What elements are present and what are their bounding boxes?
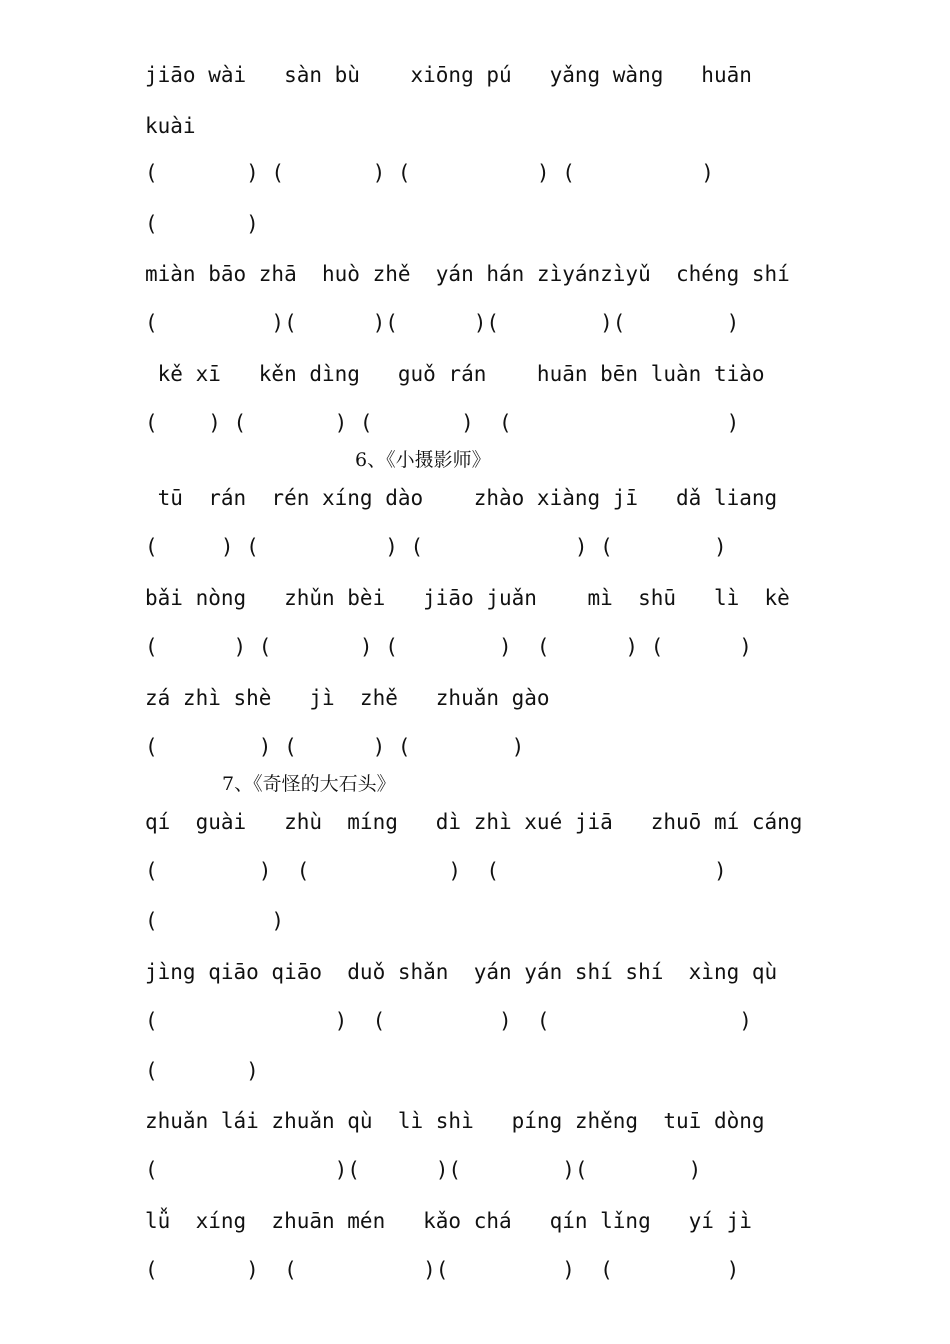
answer-blanks: ( ) ( ) ( ) [145, 859, 727, 883]
answer-blanks: ( ) ( ) ( ) ( ) [145, 161, 714, 185]
answer-blanks: ( ) ( ) ( ) ( ) [145, 411, 740, 435]
answer-blanks: ( ) ( ) ( ) ( ) [145, 535, 727, 559]
pinyin-line: jìng qiāo qiāo duǒ shǎn yán yán shí shí xìng qù [145, 960, 778, 984]
answer-blanks: ( ) [145, 909, 285, 933]
section-title: 6、《小摄影师》 [355, 449, 491, 471]
pinyin-line: tū rán rén xíng dào zhào xiàng jī dǎ liang [145, 486, 778, 510]
pinyin-line: miàn bāo zhā huò zhě yán hán zìyánzìyǔ chéng shí [145, 262, 790, 286]
answer-blanks: ( ) ( ) ( ) [145, 735, 525, 759]
pinyin-line: bǎi nòng zhǔn bèi jiāo juǎn mì shū lì kè [145, 586, 790, 610]
answer-blanks: ( )( )( )( )( ) [145, 311, 740, 335]
pinyin-line: lǚ xíng zhuān mén kǎo chá qín lǐng yí jì [145, 1209, 752, 1233]
answer-blanks: ( ) ( )( ) ( ) [145, 1258, 740, 1282]
answer-blanks: ( ) ( ) ( ) [145, 1009, 752, 1033]
pinyin-line: kě xī kěn dìng guǒ rán huān bēn luàn tiào [145, 362, 765, 386]
pinyin-line: kuài [145, 114, 196, 138]
answer-blanks: ( ) ( ) ( ) ( ) ( ) [145, 635, 752, 659]
pinyin-line: zhuǎn lái zhuǎn qù lì shì píng zhěng tuī dòng [145, 1109, 765, 1133]
pinyin-line: qí guài zhù míng dì zhì xué jiā zhuō mí cáng [145, 810, 803, 834]
answer-blanks: ( )( )( )( ) [145, 1158, 702, 1182]
answer-blanks: ( ) [145, 1059, 259, 1083]
pinyin-line: jiāo wài sàn bù xiōng pú yǎng wàng huān [145, 63, 752, 87]
pinyin-line: zá zhì shè jì zhě zhuǎn gào [145, 686, 550, 710]
answer-blanks: ( ) [145, 212, 259, 236]
section-title: 7、《奇怪的大石头》 [222, 773, 396, 795]
